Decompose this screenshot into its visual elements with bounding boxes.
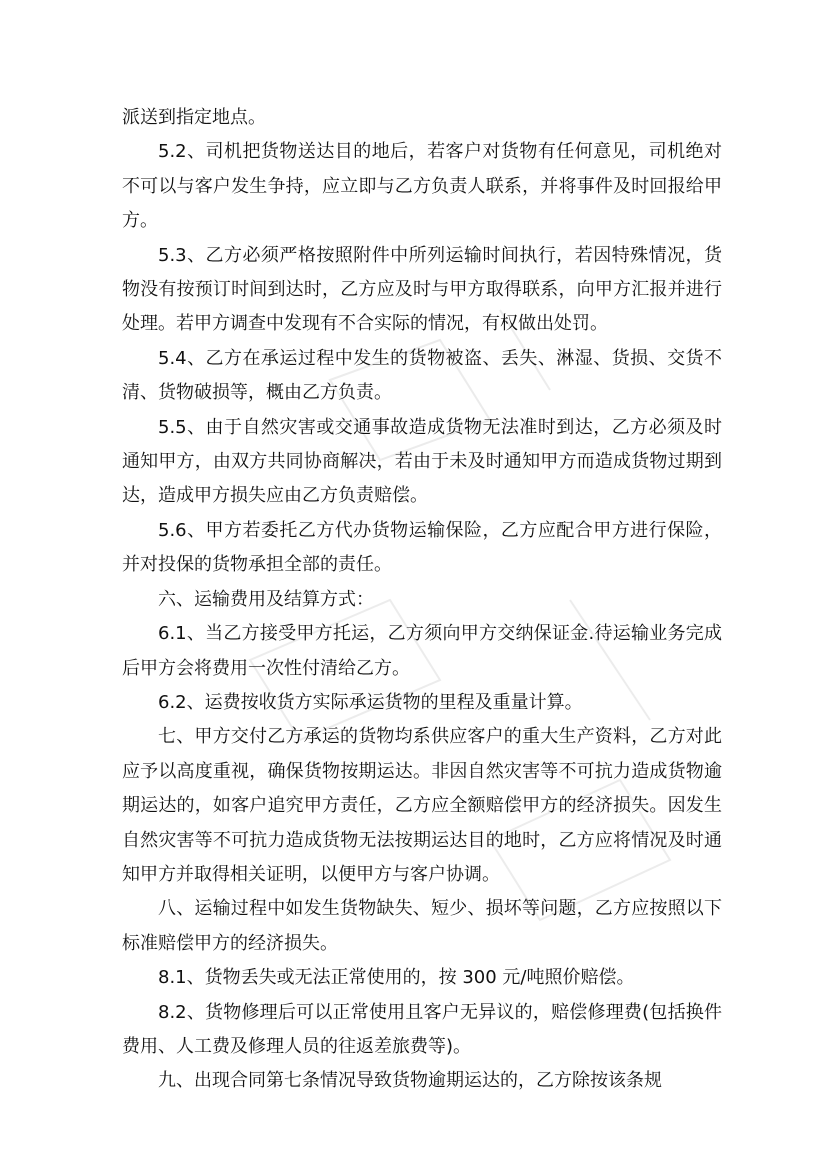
paragraph: 5.6、甲方若委托乙方代办货物运输保险，乙方应配合甲方进行保险，并对投保的货物承担全部的责任。 bbox=[122, 519, 722, 576]
paragraph: 九、出现合同第七条情况导致货物逾期运达的，乙方除按该条规 bbox=[158, 1070, 662, 1092]
paragraph: 6.1、当乙方接受甲方托运，乙方须向甲方交纳保证金.待运输业务完成后甲方会将费用一次性付清给乙方。 bbox=[122, 623, 722, 679]
paragraph: 6.2、运费按收货方实际承运货物的里程及重量计算。 bbox=[158, 691, 583, 713]
paragraph: 5.5、由于自然灾害或交通事故造成货物无法准时到达，乙方必须及时通知甲方，由双方共同协商解决，若由于未及时通知甲方而造成货物过期到达，造成甲方损失应由乙方负责赔偿。 bbox=[122, 416, 722, 507]
section-heading: 六、运输费用及结算方式： bbox=[158, 588, 374, 610]
paragraph: 5.2、司机把货物送达目的地后，若客户对货物有任何意见，司机绝对不可以与客户发生争持，应立即与乙方负责人联系，并将事件及时回报给甲方。 bbox=[122, 141, 722, 232]
paragraph: 七、甲方交付乙方承运的货物均系供应客户的重大生产资料，乙方对此应予以高度重视，确保货物按期运达。非因自然灾害等不可抗力造成货物逾期运达的，如客户追究甲方责任，乙方应全额赔偿甲方的经济损失。因发生自然灾害等不可抗力造成货物无法按期运达目的地时，乙方应将情况及时通知甲方并取得相关证明，以便甲方与客户协调。 bbox=[122, 726, 722, 885]
paragraph: 八、运输过程中如发生货物缺失、短少、损坏等问题，乙方应按照以下标准赔偿甲方的经济损失。 bbox=[122, 898, 722, 954]
paragraph: 8.1、货物丢失或无法正常使用的，按 300 元/吨照价赔偿。 bbox=[158, 967, 635, 989]
document-body bbox=[122, 101, 722, 1099]
paragraph: 5.3、乙方必须严格按照附件中所列运输时间执行，若因特殊情况，货物没有按预订时间到达时，乙方应及时与甲方取得联系，向甲方汇报并进行处理。若甲方调查中发现有不合实际的情况，有权做出处罚。 bbox=[122, 244, 722, 335]
paragraph: 5.4、乙方在承运过程中发生的货物被盗、丢失、淋湿、货损、交货不清、货物破损等，概由乙方负责。 bbox=[122, 347, 722, 404]
paragraph: 8.2、货物修理后可以正常使用且客户无异议的，赔偿修理费(包括换件费用、人工费及修理人员的往返差旅费等)。 bbox=[122, 1001, 722, 1057]
paragraph: 派送到指定地点。 bbox=[122, 107, 266, 128]
